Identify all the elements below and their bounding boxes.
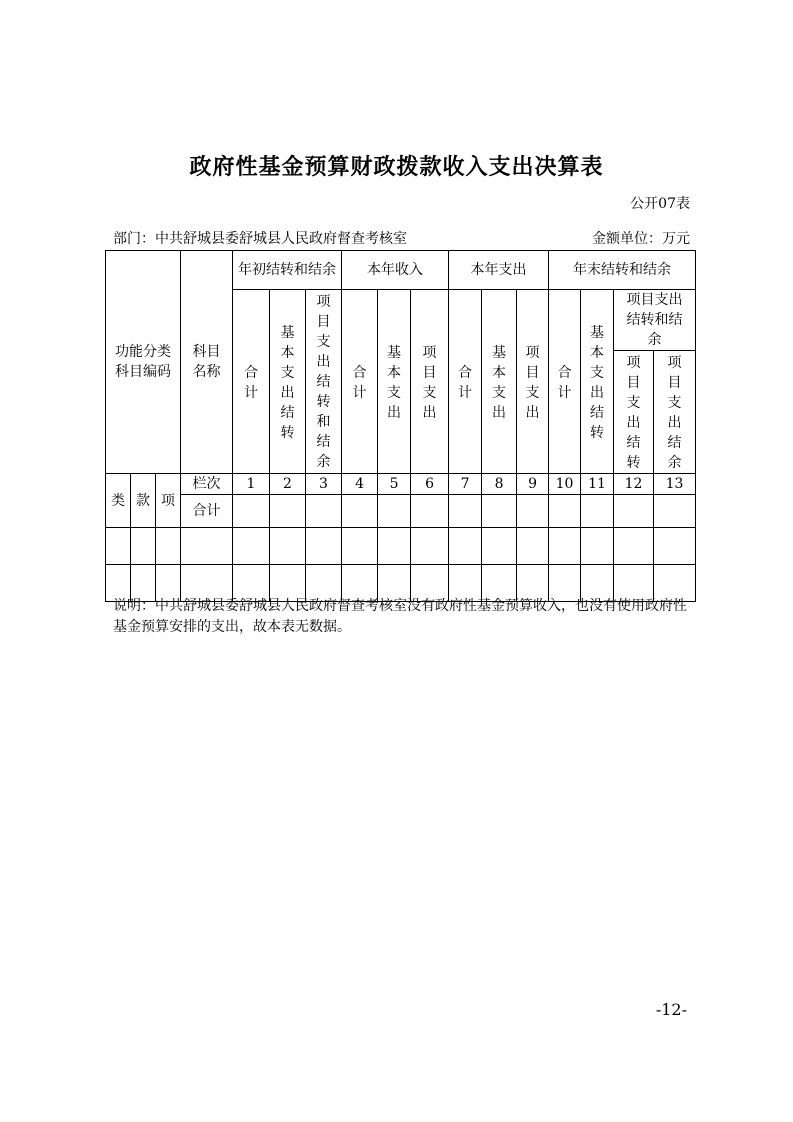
col-number: 5 [378,474,411,495]
begin-basic-header: 基本支出结转 [270,290,306,474]
col-number: 6 [411,474,449,495]
class-header: 类 [106,474,131,528]
begin-project-header: 项目支出结转和结余 [306,290,342,474]
item-header: 款 [131,474,156,528]
department-label: 部门：中共舒城县委舒城县人民政府督查考核室 [113,231,407,247]
end-project-surplus-header: 项目支出结余 [654,351,696,474]
col-number: 4 [342,474,378,495]
end-total-header: 合计 [549,290,581,474]
sum-row-label: 合计 [181,495,233,528]
col-number: 10 [549,474,581,495]
func-code-header: 功能分类科目编码 [106,251,181,474]
col-number: 9 [517,474,549,495]
sub-header: 项 [156,474,181,528]
table-row [106,528,696,565]
budget-table [105,250,696,602]
income-project-header: 项目支出 [411,290,449,474]
expense-total-header: 合计 [449,290,482,474]
end-balance-header: 年末结转和结余 [549,251,696,290]
page-number: -12- [655,1000,687,1019]
col-number: 8 [482,474,517,495]
col-number: 11 [581,474,614,495]
expense-header: 本年支出 [449,251,549,290]
end-project-group-header: 项目支出结转和结余 [614,290,696,351]
note-text: 说明：中共舒城县委舒城县人民政府督查考核室没有政府性基金预算收入，也没有使用政府性基金预算安排的支出，故本表无数据。 [113,598,687,635]
begin-total-header: 合计 [233,290,270,474]
col-order-label: 栏次 [181,474,233,495]
col-number: 3 [306,474,342,495]
end-basic-header: 基本支出结转 [581,290,614,474]
col-number: 13 [654,474,696,495]
expense-basic-header: 基本支出 [482,290,517,474]
page-title: 政府性基金预算财政拨款收入支出决算表 [189,154,604,180]
col-number: 2 [270,474,306,495]
income-header: 本年收入 [342,251,449,290]
expense-project-header: 项目支出 [517,290,549,474]
col-number: 7 [449,474,482,495]
form-code: 公开07表 [630,196,690,212]
subject-name-header: 科目名称 [181,251,233,474]
col-number: 1 [233,474,270,495]
end-project-carry-header: 项目支出结转 [614,351,654,474]
col-number: 12 [614,474,654,495]
income-basic-header: 基本支出 [378,290,411,474]
begin-balance-header: 年初结转和结余 [233,251,342,290]
unit-label: 金额单位：万元 [592,231,690,247]
income-total-header: 合计 [342,290,378,474]
